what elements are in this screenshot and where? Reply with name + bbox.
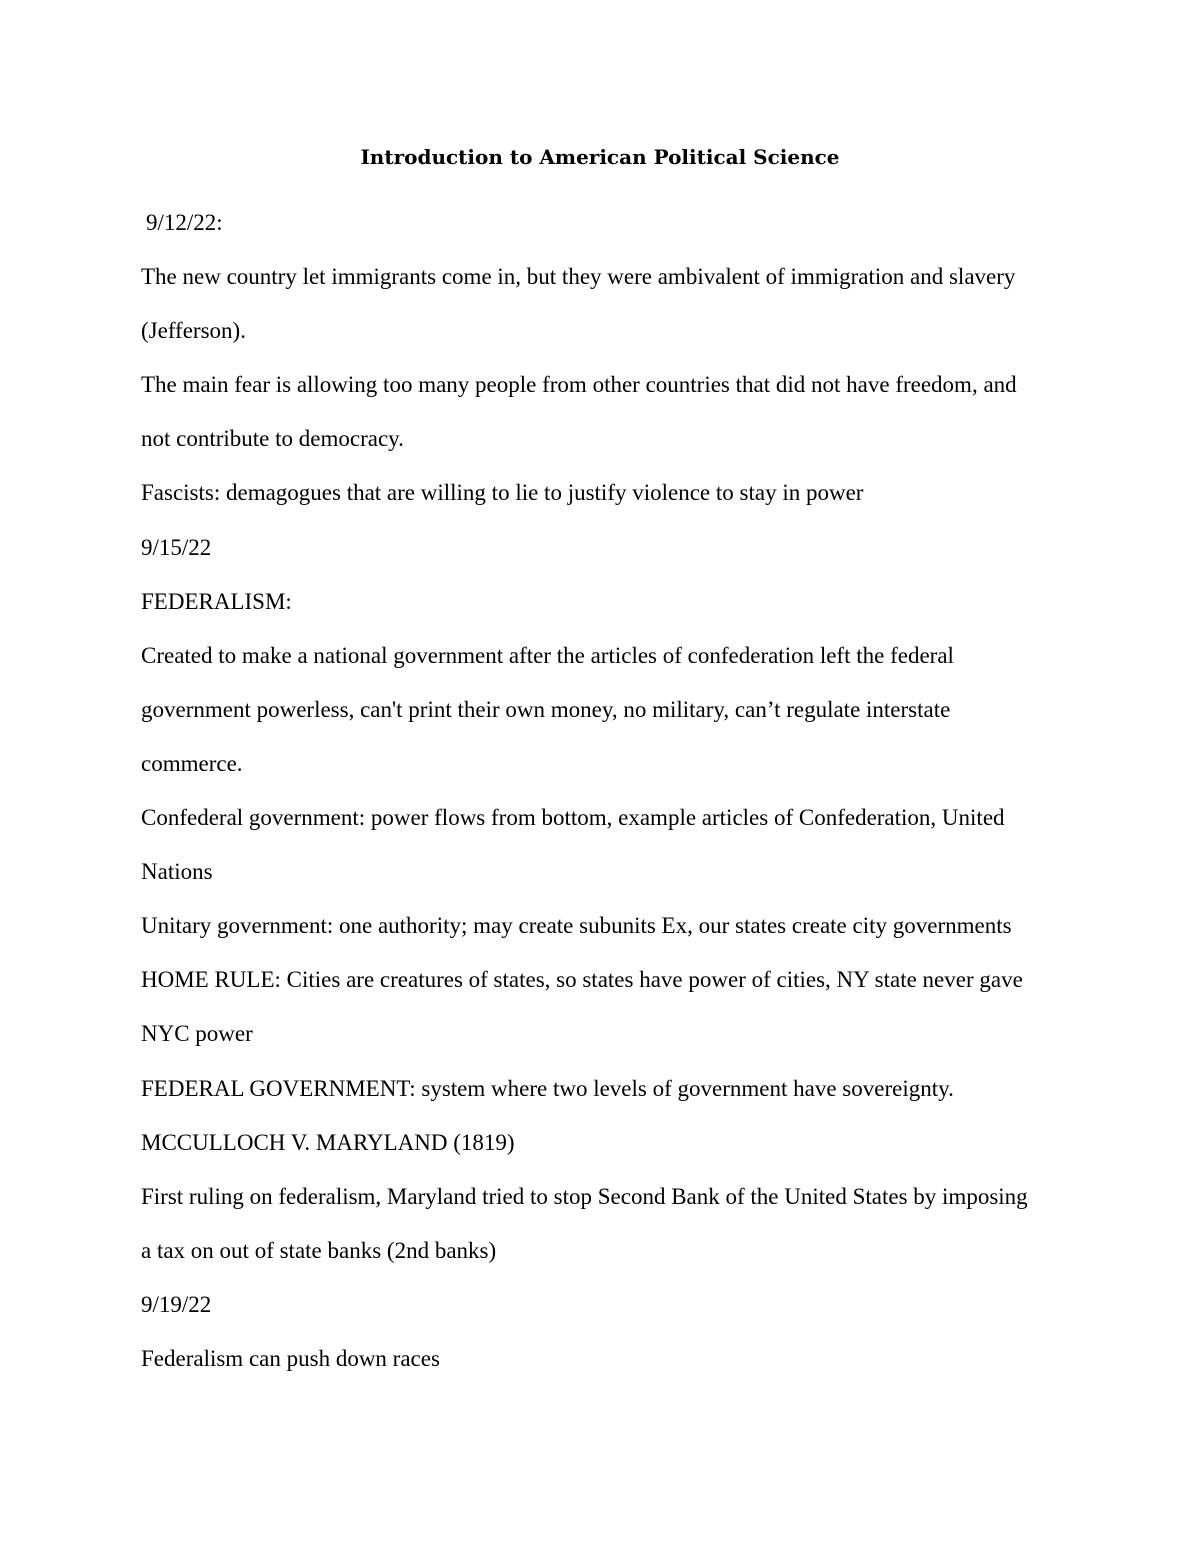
paragraph-line: (Jefferson). xyxy=(141,318,246,344)
paragraph-line: Created to make a national government after the articles of confederation left the federal xyxy=(141,642,954,668)
date-heading-9-15-22: 9/15/22 xyxy=(141,534,212,560)
paragraph-line: NYC power xyxy=(141,1021,253,1047)
paragraph-line: Nations xyxy=(141,859,213,885)
paragraph-line: government powerless, can't print their own money, no military, can’t regulate interstate xyxy=(141,696,951,722)
date-heading-9-12-22: 9/12/22: xyxy=(146,210,223,235)
document-body xyxy=(141,196,1071,1386)
paragraph-line: The main fear is allowing too many people from other countries that did not have freedom, and xyxy=(141,372,1017,398)
paragraph-line: FEDERAL GOVERNMENT: system where two levels of government have sovereignty. xyxy=(141,1075,954,1101)
section-heading-federalism: FEDERALISM: xyxy=(141,588,292,614)
paragraph-line: Federalism can push down races xyxy=(141,1345,440,1371)
case-heading-mcculloch: MCCULLOCH V. MARYLAND (1819) xyxy=(141,1129,515,1155)
date-heading-9-19-22: 9/19/22 xyxy=(141,1291,212,1317)
paragraph-line: a tax on out of state banks (2nd banks) xyxy=(141,1237,497,1263)
document-title: Introduction to American Political Science xyxy=(360,145,840,169)
paragraph-line: HOME RULE: Cities are creatures of states, so states have power of cities, NY state never gave xyxy=(141,967,1023,993)
paragraph-line: Confederal government: power flows from bottom, example articles of Confederation, United xyxy=(141,805,1005,831)
paragraph-line: The new country let immigrants come in, but they were ambivalent of immigration and slavery xyxy=(141,264,1016,290)
paragraph-line: Unitary government: one authority; may create subunits Ex, our states create city governments xyxy=(141,913,1012,939)
paragraph-line: not contribute to democracy. xyxy=(141,426,404,452)
paragraph-line: commerce. xyxy=(141,750,243,776)
paragraph-line: First ruling on federalism, Maryland tried to stop Second Bank of the United States by imposing xyxy=(141,1183,1028,1209)
paragraph-line: Fascists: demagogues that are willing to lie to justify violence to stay in power xyxy=(141,480,864,506)
